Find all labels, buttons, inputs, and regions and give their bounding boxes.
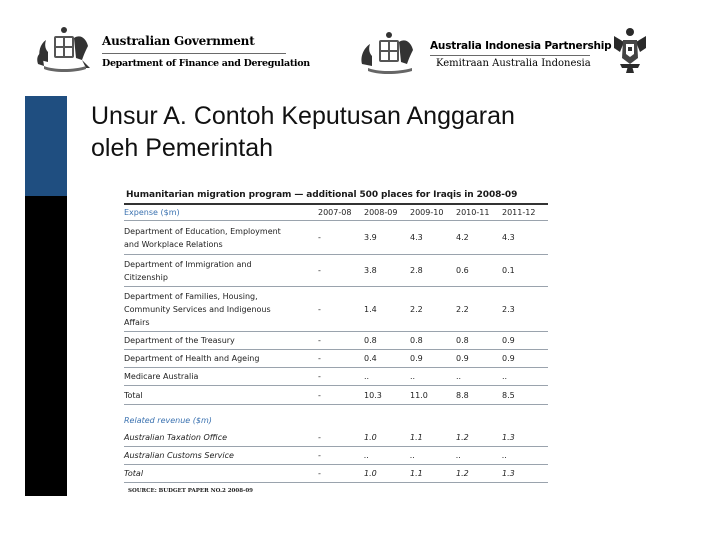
table-cell: 1.2: [452, 465, 498, 483]
table-cell: 4.3: [498, 221, 548, 255]
table-cell: 1.3: [498, 465, 548, 483]
table-cell: 1.1: [406, 429, 452, 447]
table-cell: -: [314, 447, 360, 465]
table-cell: 0.9: [406, 350, 452, 368]
aip-subtitle: Kemitraan Australia Indonesia: [436, 58, 591, 69]
table-row: [124, 447, 548, 465]
table-cell: 1.0: [360, 465, 406, 483]
table-cell: 2.8: [406, 255, 452, 287]
revenue-heading: Related revenue ($m): [124, 415, 212, 425]
header-cell: 2007-08: [314, 205, 360, 221]
table-title: Humanitarian migration program — additional 500 places for Iraqis in 2008-09: [126, 190, 518, 200]
header-cell: 2010-11: [452, 205, 498, 221]
table-header-row: [124, 205, 548, 221]
table-cell: -: [314, 386, 360, 405]
table-cell: 3.8: [360, 255, 406, 287]
row-label: Total: [124, 386, 314, 405]
header-cell: 2009-10: [406, 205, 452, 221]
table-cell: 0.9: [498, 332, 548, 350]
table-row: [124, 221, 548, 255]
row-label: Department of the Treasury: [124, 332, 314, 350]
row-label: Department of Health and Ageing: [124, 350, 314, 368]
table-cell: -: [314, 429, 360, 447]
table-cell: 1.3: [498, 429, 548, 447]
table-row: [124, 368, 548, 386]
expense-table: [124, 205, 548, 483]
table-cell: 2.2: [406, 287, 452, 332]
gov-department: Department of Finance and Deregulation: [102, 58, 310, 69]
table-cell: 0.1: [498, 255, 548, 287]
row-label: Australian Customs Service: [124, 447, 314, 465]
accent-bar: [25, 96, 67, 196]
table-cell: ..: [406, 368, 452, 386]
coat-of-arms-icon: [34, 24, 94, 74]
header-cell: 2008-09: [360, 205, 406, 221]
row-label: Total: [124, 465, 314, 483]
table-cell: 0.9: [452, 350, 498, 368]
table-total-row: [124, 386, 548, 405]
table-cell: -: [314, 332, 360, 350]
table-cell: 2.2: [452, 287, 498, 332]
table-cell: -: [314, 368, 360, 386]
slide-title: [91, 100, 651, 164]
table-cell: 8.8: [452, 386, 498, 405]
table-cell: 1.0: [360, 429, 406, 447]
table-cell: 0.4: [360, 350, 406, 368]
table-row: [124, 350, 548, 368]
row-label: Department of Immigration and Citizenship: [124, 255, 314, 287]
table-total-row: [124, 465, 548, 483]
row-label: Department of Education, Employment and Workplace Relations: [124, 221, 314, 255]
table-cell: 0.8: [452, 332, 498, 350]
aip-title: Australia Indonesia Partnership: [430, 40, 612, 52]
table-cell: 10.3: [360, 386, 406, 405]
slide-title-line: oleh Pemerintah: [91, 134, 274, 162]
row-label: Medicare Australia: [124, 368, 314, 386]
table-cell: ..: [498, 368, 548, 386]
table-cell: 1.2: [452, 429, 498, 447]
table-cell: 2.3: [498, 287, 548, 332]
table-cell: ..: [452, 368, 498, 386]
table-cell: 1.4: [360, 287, 406, 332]
header-cell: 2011-12: [498, 205, 548, 221]
table-row: [124, 287, 548, 332]
gov-title: Australian Government: [102, 34, 255, 48]
table-row: [124, 332, 548, 350]
table-row: [124, 429, 548, 447]
budget-table: [124, 186, 548, 498]
table-cell: 11.0: [406, 386, 452, 405]
table-cell: -: [314, 350, 360, 368]
table-row: [124, 255, 548, 287]
table-cell: 0.8: [360, 332, 406, 350]
table-cell: -: [314, 465, 360, 483]
table-cell: -: [314, 287, 360, 332]
table-cell: 8.5: [498, 386, 548, 405]
garuda-emblem-icon: [612, 26, 648, 74]
table-cell: 4.3: [406, 221, 452, 255]
accent-bar-dark: [25, 196, 67, 496]
table-cell: -: [314, 255, 360, 287]
table-cell: 1.1: [406, 465, 452, 483]
table-source: SOURCE: BUDGET PAPER NO.2 2008-09: [128, 488, 253, 494]
table-cell: ..: [406, 447, 452, 465]
table-cell: ..: [360, 368, 406, 386]
slide-title-line: Unsur A. Contoh Keputusan Anggaran: [91, 102, 515, 130]
coat-of-arms-icon: [358, 30, 420, 76]
table-cell: 0.6: [452, 255, 498, 287]
header-cell: Expense ($m): [124, 205, 314, 221]
table-cell: 0.8: [406, 332, 452, 350]
table-cell: -: [314, 221, 360, 255]
row-label: Australian Taxation Office: [124, 429, 314, 447]
table-cell: ..: [360, 447, 406, 465]
table-cell: 3.9: [360, 221, 406, 255]
table-cell: ..: [498, 447, 548, 465]
table-cell: 4.2: [452, 221, 498, 255]
aip-divider: [430, 55, 590, 56]
gov-divider: [102, 53, 286, 54]
table-cell: 0.9: [498, 350, 548, 368]
revenue-heading-row: [124, 405, 548, 429]
table-cell: ..: [452, 447, 498, 465]
row-label: Department of Families, Housing, Community Services and Indigenous Affairs: [124, 287, 314, 332]
